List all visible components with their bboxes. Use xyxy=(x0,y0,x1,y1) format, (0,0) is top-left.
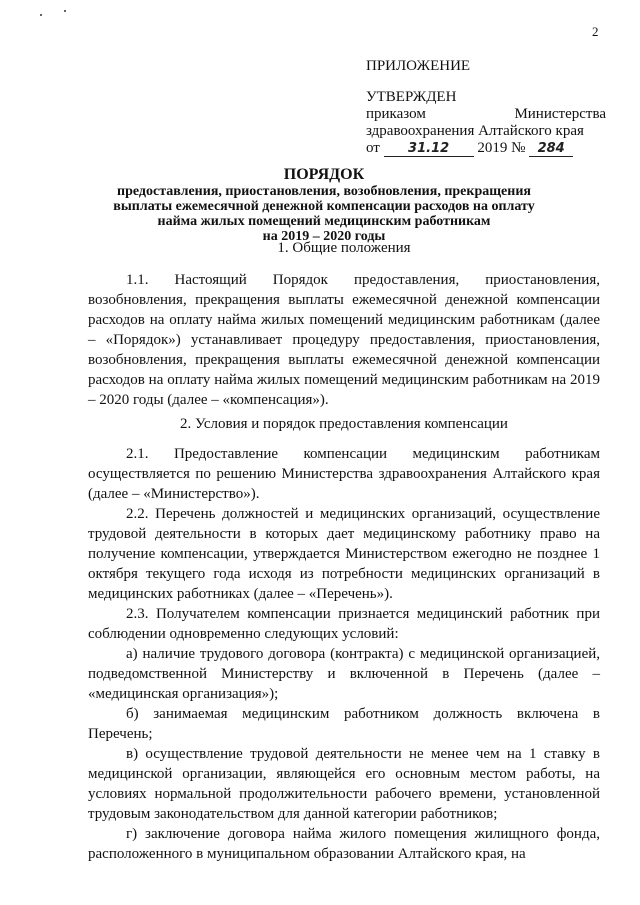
order-text: приказом Министерства здравоохранения Алтайского края xyxy=(366,106,606,139)
handwritten-number: 284 xyxy=(529,142,573,157)
paragraph-1-1: 1.1. Настоящий Порядок предоставления, приостановления, возобновления, прекращения выплаты ежемесячной денежной компенсации расходов на оплату найма жилых помещений медицинским работникам (далее – «Порядок») устанавливает процедуру предоставления, приостановления, возобновления, прекращения выплаты ежемесячной денежной компенсации расходов на оплату найма жилых помещений медицинским работникам на 2019 – 2020 годы (далее – «компенсация»). xyxy=(88,272,600,408)
title-line-3: найма жилых помещений медицинским работникам xyxy=(157,214,491,229)
section-2-body xyxy=(88,444,600,864)
paragraph-2-2: 2.2. Перечень должностей и медицинских организаций, осуществление трудовой деятельности в которых дает медицинскому работнику право на получение компенсации, утверждается Министерством ежегодно не позднее 1 октября текущего года исходя из потребности медицинских организаций в медицинских работниках (далее – «Перечень»). xyxy=(88,506,600,602)
paragraph-2-3-d: г) заключение договора найма жилого помещения жилищного фонда, расположенного в муниципальном образовании Алтайского края, на xyxy=(88,826,600,862)
approved-label: УТВЕРЖДЕН xyxy=(366,89,457,105)
paragraph-2-3-b: б) занимаемая медицинским работником должность включена в Перечень; xyxy=(88,706,600,742)
paragraph-2-3-c: в) осуществление трудовой деятельности не менее чем на 1 ставку в медицинской организации, являющейся его основным местом работы, на условиях нормальной продолжительности рабочего времени, установленной трудовым законодательством для данной категории работников; xyxy=(88,746,600,822)
scan-speck xyxy=(64,10,66,12)
date-prefix: от xyxy=(366,140,380,156)
order-date-line xyxy=(366,140,606,157)
section-1-heading: 1. Общие положения xyxy=(277,240,411,256)
title-line-4: на 2019 – 2020 годы xyxy=(262,229,386,244)
appendix-label: ПРИЛОЖЕНИЕ xyxy=(366,58,471,74)
section-1-body xyxy=(88,270,600,410)
handwritten-date: 31.12 xyxy=(384,142,474,157)
approval-block xyxy=(366,58,606,157)
page-number: 2 xyxy=(592,24,599,39)
year-text: 2019 № xyxy=(477,140,526,156)
paragraph-2-3: 2.3. Получателем компенсации признается медицинский работник при соблюдении одновременно следующих условий: xyxy=(88,606,600,642)
title-line-1: предоставления, приостановления, возобновления, прекращения xyxy=(117,184,531,199)
paragraph-2-3-a: а) наличие трудового договора (контракта) с медицинской организацией, подведомственной Министерству и включенной в Перечень (далее – «медицинская организация»); xyxy=(88,646,600,702)
paragraph-2-1: 2.1. Предоставление компенсации медицинским работникам осуществляется по решению Министерства здравоохранения Алтайского края (далее – «Министерство»). xyxy=(88,446,600,502)
scan-speck xyxy=(40,14,42,16)
document-title: ПОРЯДОК xyxy=(283,166,365,183)
title-line-2: выплаты ежемесячной денежной компенсации расходов на оплату xyxy=(113,199,535,214)
section-2-heading: 2. Условия и порядок предоставления компенсации xyxy=(180,416,508,432)
document-title-block xyxy=(92,166,556,244)
